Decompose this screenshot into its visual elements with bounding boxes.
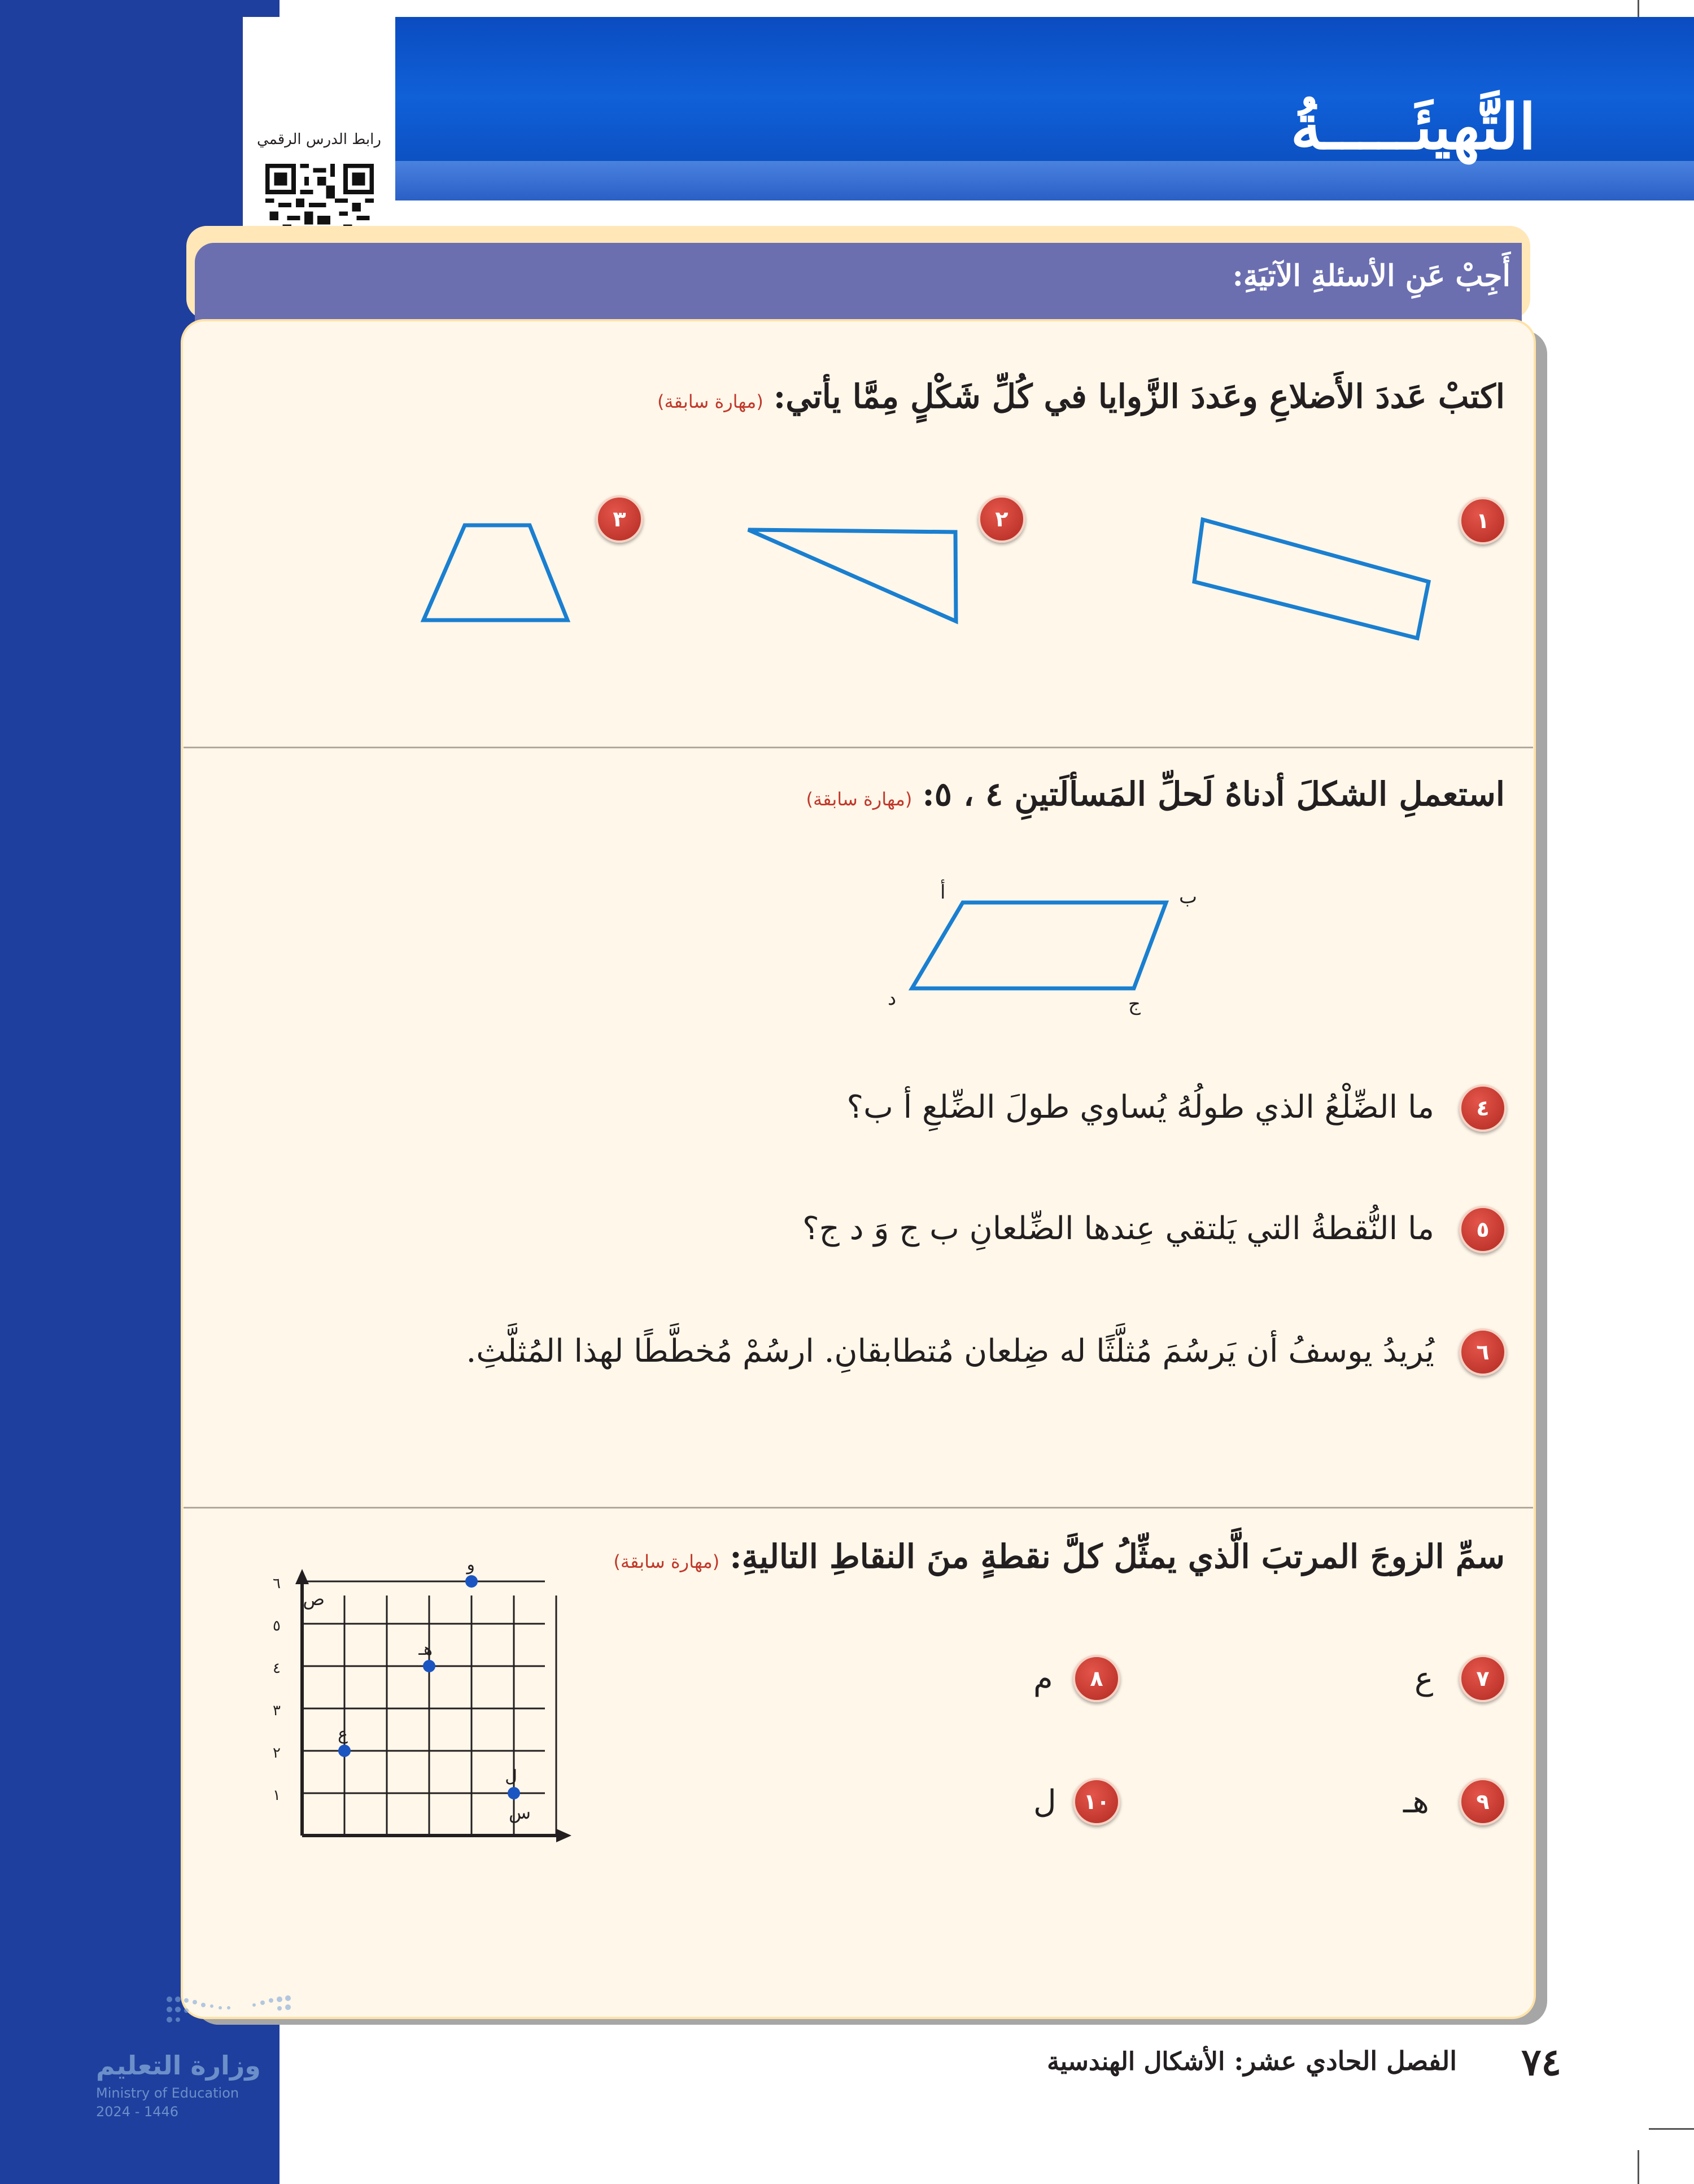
section3-heading [613, 1537, 1505, 1576]
y-axis-arrow [295, 1569, 309, 1584]
question-number-8: ٨ [1073, 1655, 1120, 1702]
crop-mark [1638, 2150, 1639, 2184]
x-axis-arrow [556, 1829, 571, 1842]
y-tick-label: ١ [273, 1787, 281, 1804]
section1-heading-text: اكتبْ عَددَ الأَضلاعِ وعَددَ الزَّوايا في كُلِّ شَكْلٍ مِمَّا يأتي: [773, 377, 1505, 416]
point-label-c: ج [1128, 993, 1141, 1015]
trapezoid-shape [424, 525, 567, 620]
question-number-7: ٧ [1459, 1655, 1507, 1702]
chapter-label: الفصل الحادي عشر: [1234, 2046, 1457, 2076]
grid-point [423, 1660, 435, 1672]
question-5-text: ما النُّقطةُ التي يَلتقي عِندها الضِّلعانِ ب ج وَ د ج؟ [802, 1210, 1434, 1247]
grid-point-label: ع [338, 1724, 348, 1744]
section-divider [184, 747, 1533, 748]
y-tick-label: ٣ [273, 1702, 281, 1719]
grid-point-label: هـ [418, 1640, 433, 1659]
x-axis-label: س [508, 1802, 531, 1823]
question-number-6: ٦ [1459, 1328, 1507, 1376]
grid-point [465, 1575, 478, 1588]
parallelogram-shape [912, 903, 1166, 988]
skill-tag: (مهارة سابقة) [806, 788, 913, 810]
point-label-a: أ [940, 881, 946, 904]
coordinate-grid [248, 1553, 587, 1858]
question-number-3: ٣ [596, 495, 643, 543]
question-number-1: ١ [1459, 497, 1507, 544]
grid-point-label: و [466, 1555, 475, 1575]
rectangle-shape [1194, 520, 1429, 638]
question-number-9: ٩ [1459, 1778, 1507, 1825]
y-axis-label: ص [303, 1588, 325, 1610]
page-number: ٧٤ [1521, 2040, 1561, 2084]
question-number-4: ٤ [1459, 1084, 1507, 1132]
section3-heading-text: سمِّ الزوجَ المرتبَ الَّذي يمثِّلُ كلَّ نقطةٍ منَ النقاطِ التاليةِ: [730, 1537, 1505, 1576]
ministry-name-ar: وزارة التعليم [96, 2050, 261, 2081]
grid-point [508, 1787, 520, 1799]
question-number-5: ٥ [1459, 1206, 1507, 1253]
qr-label: رابط الدرس الرقمي [257, 131, 381, 148]
footer-chapter [1047, 2046, 1457, 2076]
question-number-10: ١٠ [1073, 1778, 1120, 1825]
chapter-title: الأشكال الهندسية [1047, 2047, 1225, 2076]
grid-point-label: ل [505, 1767, 517, 1786]
instruction-text: أَجِبْ عَنِ الأسئلةِ الآتيَةِ: [1232, 259, 1510, 293]
question-6-text: يُريدُ يوسفُ أن يَرسُمَ مُثلَّثًا له ضِلعان مُتطابقانِ. ارسُمْ مُخطَّطًا لهذا المُثلَّثِ. [466, 1333, 1434, 1370]
ministry-name-en: Ministry of Education [96, 2085, 239, 2101]
y-tick-label: ٢ [273, 1745, 281, 1762]
question-8-label: م [1033, 1660, 1053, 1697]
point-label-d: د [888, 987, 897, 1010]
question-4-text: ما الضِّلْعُ الذي طولُهُ يُساوي طولَ الضِّلعِ أ ب؟ [846, 1089, 1434, 1126]
skill-tag: (مهارة سابقة) [657, 391, 763, 412]
section2-heading-text: استعملِ الشكلَ أدناهُ لَحلِّ المَسألَتينِ ٤ ، ٥: [922, 775, 1505, 813]
question-9-label: هـ [1403, 1784, 1429, 1820]
question-10-label: ل [1033, 1784, 1056, 1820]
crop-mark [1649, 2128, 1694, 2130]
ministry-year: 2024 - 1446 [96, 2104, 179, 2120]
y-tick-label: ٤ [273, 1660, 281, 1677]
page-title: التَّهيئَـــــةُ [1290, 90, 1536, 163]
ministry-logo-dots-icon [164, 1988, 316, 2033]
y-tick-label: ٥ [273, 1618, 281, 1634]
y-tick-labels [273, 1575, 281, 1804]
section1-shapes [0, 0, 1694, 678]
y-tick-label: ٦ [273, 1575, 281, 1592]
point-label-b: ب [1179, 886, 1198, 908]
question-7-label: ع [1414, 1660, 1434, 1697]
section2-heading [806, 775, 1505, 813]
triangle-shape [748, 530, 956, 621]
grid-point [338, 1745, 351, 1757]
skill-tag: (مهارة سابقة) [613, 1551, 720, 1572]
question-number-2: ٢ [978, 495, 1025, 543]
section-divider [184, 1507, 1533, 1509]
